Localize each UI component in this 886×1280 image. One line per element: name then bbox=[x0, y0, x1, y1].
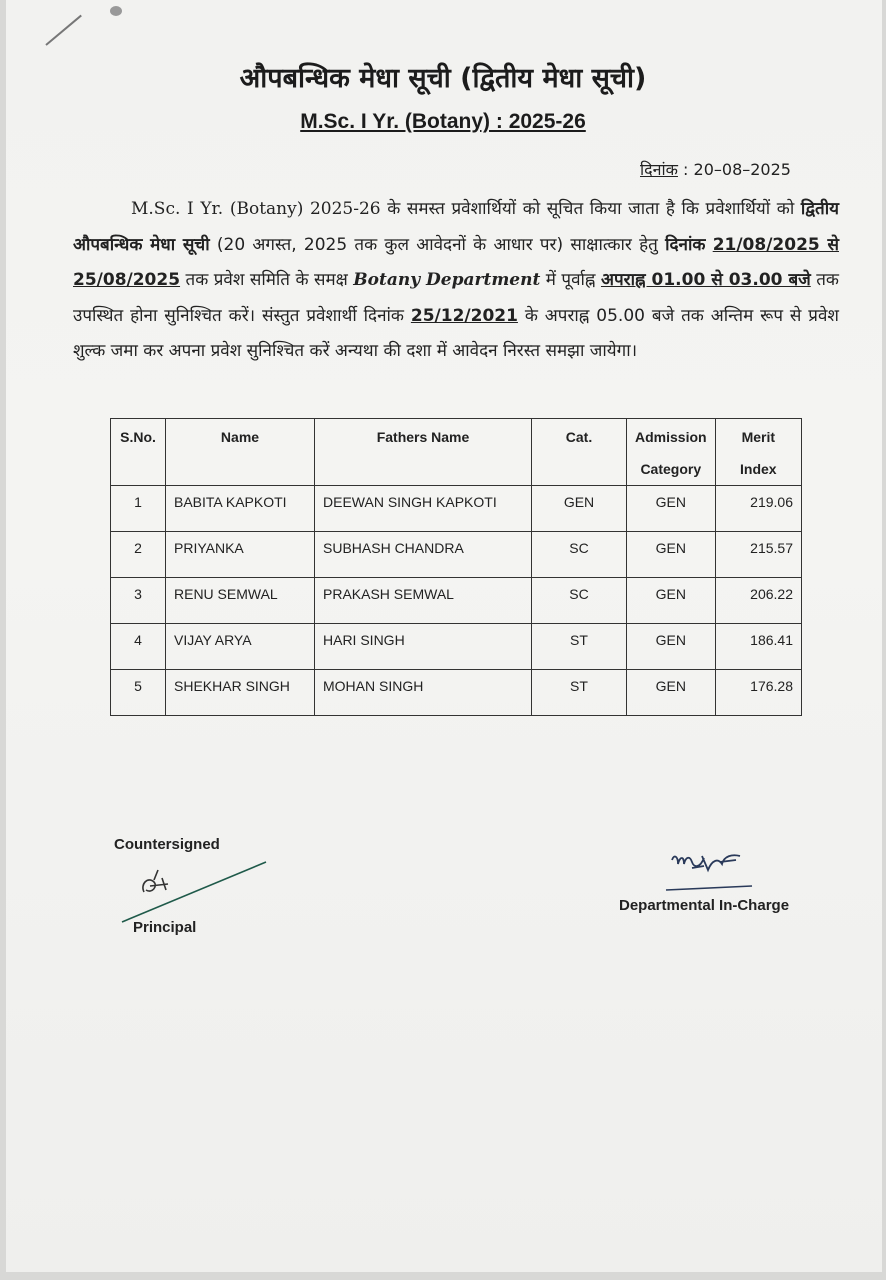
cell-admission: GEN bbox=[627, 578, 716, 624]
cell-sno: 5 bbox=[111, 670, 166, 716]
cell-father: DEEWAN SINGH KAPKOTI bbox=[315, 486, 532, 532]
notice-text-6: के अपराह्न 05.00 बजे तक अन्तिम रूप से प्रवेश शुल्क जमा कर अपना प्रवेश सुनिश्चित करें अन्यथा की दशा में आवेदन निरस्त समझा जायेगा। bbox=[73, 305, 839, 361]
table-row bbox=[111, 578, 802, 624]
cell-merit: 186.41 bbox=[715, 624, 801, 670]
cell-merit: 176.28 bbox=[715, 670, 801, 716]
cell-admission: GEN bbox=[627, 486, 716, 532]
cell-merit: 206.22 bbox=[715, 578, 801, 624]
course-name: M.Sc. I Yr. (Botany) 2025-26 bbox=[131, 199, 381, 219]
principal-label: Principal bbox=[133, 919, 197, 936]
cell-admission: GEN bbox=[627, 532, 716, 578]
cell-sno: 3 bbox=[111, 578, 166, 624]
cell-merit: 219.06 bbox=[715, 486, 801, 532]
cell-cat: GEN bbox=[532, 486, 627, 532]
cell-admission: GEN bbox=[627, 624, 716, 670]
header-cat-label: Cat. bbox=[565, 429, 593, 445]
department-name: Botany Department bbox=[353, 270, 541, 290]
cell-sno: 1 bbox=[111, 486, 166, 532]
page-subtitle: M.Sc. I Yr. (Botany) : 2025-26 bbox=[300, 110, 586, 133]
table-row bbox=[111, 624, 802, 670]
merit-table bbox=[110, 418, 802, 716]
interview-dates: 21/08/2025 से 25/08/2025 bbox=[73, 234, 839, 290]
countersigned-label: Countersigned bbox=[114, 836, 220, 853]
cell-father: PRAKASH SEMWAL bbox=[315, 578, 532, 624]
cell-sno: 4 bbox=[111, 624, 166, 670]
notice-paragraph bbox=[73, 192, 839, 370]
notice-text-2: (20 अगस्त, 2025 तक कुल आवेदनों के आधार पर) साक्षात्कार हेतु bbox=[209, 234, 666, 255]
table-row bbox=[111, 486, 802, 532]
date-separator: : bbox=[683, 160, 689, 179]
header-admission-line1: Admission bbox=[635, 429, 707, 445]
table-header-row bbox=[111, 419, 802, 486]
table-row bbox=[111, 532, 802, 578]
notice-text-4: में पूर्वाह्न bbox=[540, 270, 601, 290]
header-admission-category bbox=[627, 419, 716, 486]
merit-list-name: द्वितीय औपबन्धिक मेधा सूची bbox=[73, 199, 840, 255]
departmental-incharge-label: Departmental In-Charge bbox=[619, 897, 790, 914]
header-name: Name bbox=[166, 419, 315, 486]
notice-text-5: तक उपस्थित होना सुनिश्चित करें। संस्तुत प्रवेशार्थी दिनांक bbox=[73, 270, 839, 326]
header-admission-line2: Category bbox=[640, 461, 702, 477]
cell-father: HARI SINGH bbox=[315, 624, 532, 670]
cell-cat: SC bbox=[532, 532, 627, 578]
date-label: दिनांक bbox=[640, 160, 678, 179]
cell-name: RENU SEMWAL bbox=[166, 578, 315, 624]
date-word: दिनांक bbox=[665, 234, 706, 255]
page-title: औपबन्धिक मेधा सूची (द्वितीय मेधा सूची) bbox=[239, 63, 647, 94]
cell-cat: ST bbox=[532, 624, 627, 670]
cell-father: SUBHASH CHANDRA bbox=[315, 532, 532, 578]
cell-sno: 2 bbox=[111, 532, 166, 578]
cell-cat: ST bbox=[532, 670, 627, 716]
cell-name: VIJAY ARYA bbox=[166, 624, 315, 670]
incharge-signature bbox=[662, 846, 762, 896]
cell-name: SHEKHAR SINGH bbox=[166, 670, 315, 716]
table-row bbox=[111, 670, 802, 716]
pin-mark bbox=[45, 15, 82, 46]
cell-name: BABITA KAPKOTI bbox=[166, 486, 315, 532]
notice-text-1: के समस्त प्रवेशार्थियों को सूचित किया जाता है कि प्रवेशार्थियों को bbox=[380, 199, 801, 219]
cell-father: MOHAN SINGH bbox=[315, 670, 532, 716]
cell-merit: 215.57 bbox=[715, 532, 801, 578]
fee-deadline-date: 25/12/2021 bbox=[410, 305, 518, 326]
notice-text-3: तक प्रवेश समिति के समक्ष bbox=[180, 270, 354, 290]
interview-time: अपराह्न 01.00 से 03.00 बजे bbox=[600, 270, 811, 290]
cell-admission: GEN bbox=[627, 670, 716, 716]
cell-cat: SC bbox=[532, 578, 627, 624]
header-sno: S.No. bbox=[111, 419, 166, 486]
header-cat bbox=[532, 419, 627, 486]
notice-date bbox=[640, 158, 791, 180]
cell-name: PRIYANKA bbox=[166, 532, 315, 578]
date-value: 20–08–2025 bbox=[693, 160, 791, 179]
header-merit: Merit Index bbox=[715, 419, 801, 486]
pin-head bbox=[110, 6, 122, 16]
header-father: Fathers Name bbox=[315, 419, 532, 486]
principal-signature bbox=[118, 856, 278, 926]
